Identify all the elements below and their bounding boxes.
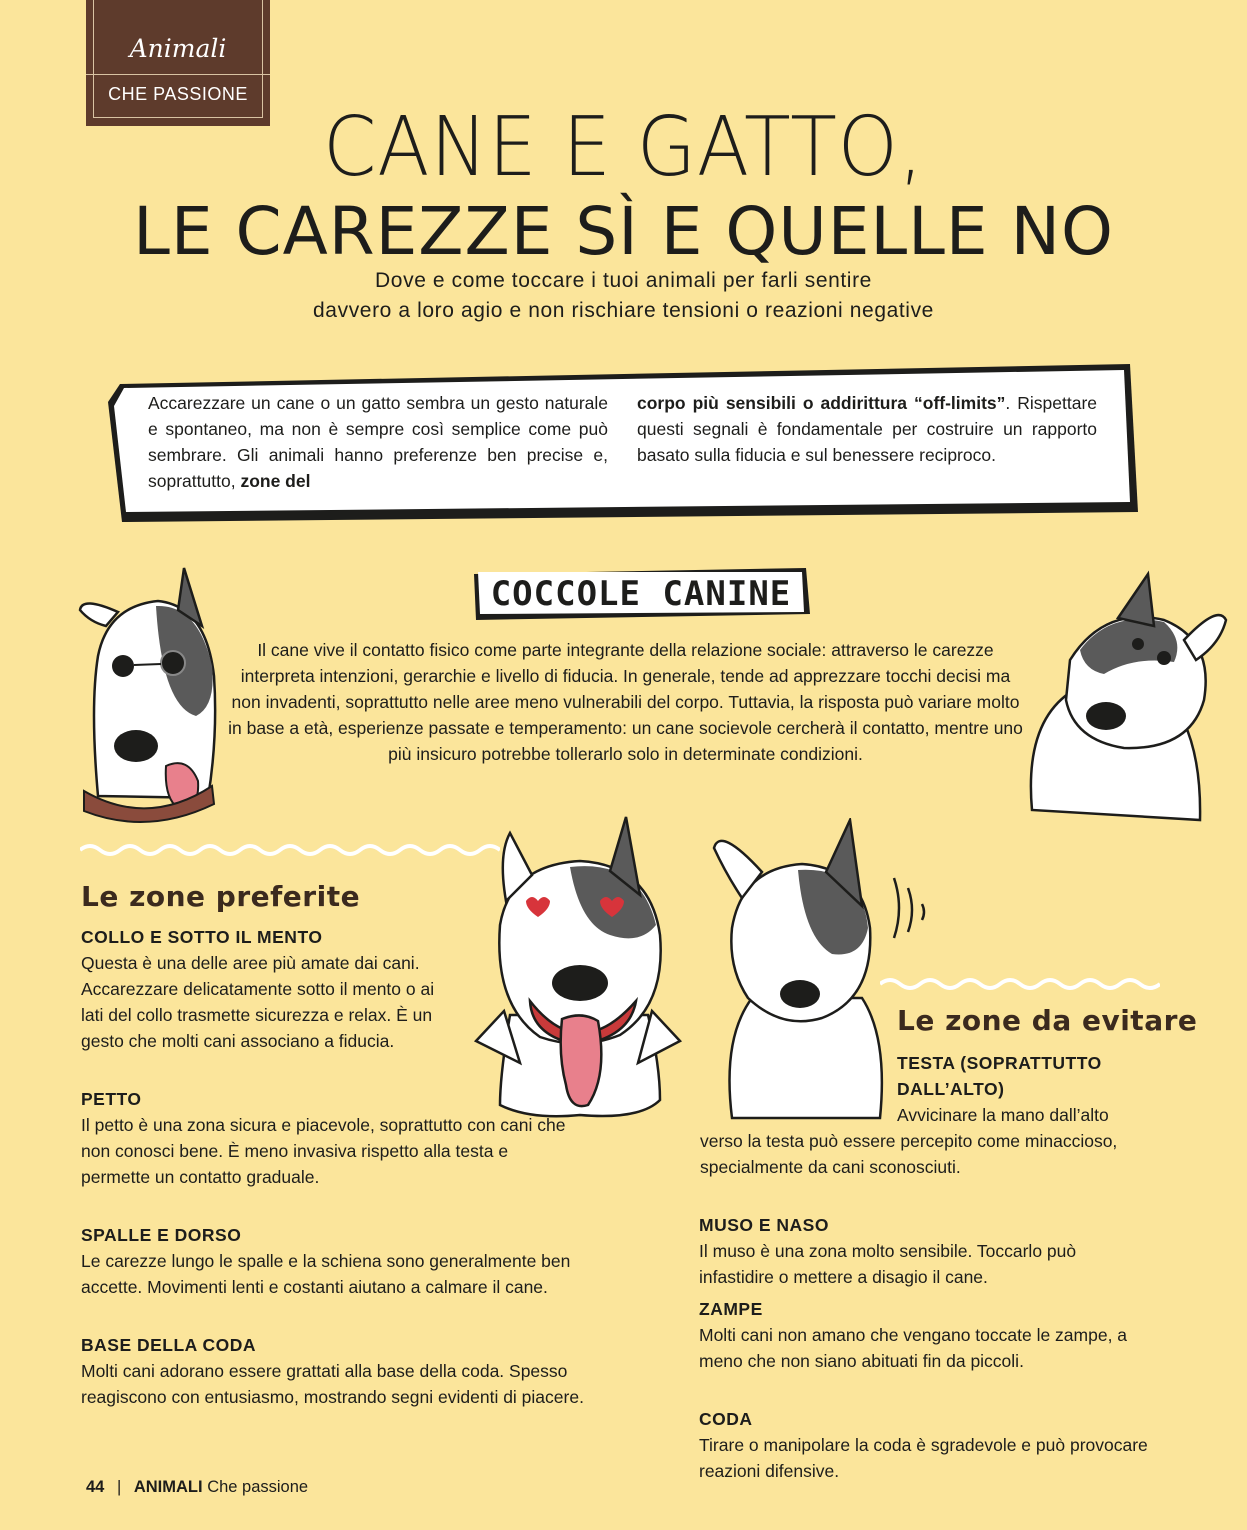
evitare-item-1 bbox=[700, 1102, 1155, 1180]
evitare-item-text: Molti cani non amano che vengano toccate le zampe, a meno che non siano abituati fin da piccoli. bbox=[699, 1325, 1128, 1371]
intro-text-left bbox=[148, 390, 608, 494]
intro-right-text: . Rispettare questi segnali è fondamentale per costruire un rapporto basato sulla fiducia e sul benessere reciproco. bbox=[637, 393, 1098, 465]
preferite-item-head: PETTO bbox=[81, 1089, 142, 1109]
intro-text-right bbox=[637, 390, 1097, 468]
preferite-title: Le zone preferite bbox=[81, 880, 361, 913]
intro-bold-1: zone del bbox=[240, 471, 311, 491]
page-number: 44 bbox=[86, 1478, 105, 1496]
dog-happy-hearts-illustration bbox=[470, 815, 688, 1120]
dog-glasses-illustration bbox=[78, 566, 228, 828]
evitare-item-text: Tirare o manipolare la coda è sgradevole e può provocare reazioni difensive. bbox=[699, 1435, 1148, 1481]
evitare-item-1-head-wrap bbox=[897, 1050, 1157, 1102]
badge-divider bbox=[86, 74, 270, 75]
preferite-item-text: Questa è una delle aree più amate dai cani. Accarezzare delicatamente sotto il mento o ai lati del collo trasmette sicurezza e relax. È un gesto che molti cani associano a fiducia. bbox=[81, 953, 435, 1051]
preferite-item-text: Il petto è una zona sicura e piacevole, soprattutto con cani che non conosci bene. È meno invasiva rispetto alla testa e permette un contatto graduale. bbox=[81, 1115, 566, 1187]
preferite-item-text: Molti cani adorano essere grattati alla base della coda. Spesso reagiscono con entusiasmo, mostrando segni evidenti di piacere. bbox=[81, 1361, 584, 1407]
footer-brand: ANIMALI bbox=[133, 1478, 203, 1496]
evitare-item-head: TESTA (SOPRATTUTTO DALL’ALTO) bbox=[897, 1053, 1102, 1099]
intro-left-text: Accarezzare un cane o un gatto sembra un gesto naturale e spontaneo, ma non è sempre così semplice come può sembrare. Gli animali hanno preferenze ben precise e, soprattutto, bbox=[148, 393, 608, 491]
preferite-item-1 bbox=[81, 924, 441, 1054]
badge-script-label: Animali bbox=[129, 34, 227, 63]
preferite-item-text: Le carezze lungo le spalle e la schiena sono generalmente ben accette. Movimenti lenti e costanti aiutano a calmare il cane. bbox=[81, 1251, 571, 1297]
evitare-item-4 bbox=[699, 1406, 1149, 1484]
evitare-item-head: CODA bbox=[699, 1409, 753, 1429]
evitare-item-text: Il muso è una zona molto sensibile. Toccarlo può infastidire o mettere a disagio il cane. bbox=[699, 1241, 1077, 1287]
page-subtitle bbox=[0, 266, 1247, 326]
evitare-item-head: ZAMPE bbox=[699, 1299, 763, 1319]
evitare-item-head: MUSO E NASO bbox=[699, 1215, 829, 1235]
section-title-box bbox=[472, 568, 810, 620]
subtitle-line1: Dove e come toccare i tuoi animali per farli sentire bbox=[375, 269, 872, 292]
preferite-item-head: BASE DELLA CODA bbox=[81, 1335, 257, 1355]
section-title-coccole: COCCOLE CANINE bbox=[490, 574, 792, 614]
page-title-line2: LE CAREZZE SÌ E QUELLE NO bbox=[133, 193, 1114, 270]
footer-separator: | bbox=[116, 1478, 122, 1496]
preferite-item-4 bbox=[81, 1332, 601, 1410]
evitare-title: Le zone da evitare bbox=[897, 1004, 1198, 1037]
page-footer bbox=[86, 1478, 308, 1497]
preferite-item-head: SPALLE E DORSO bbox=[81, 1225, 242, 1245]
subtitle-line2: davvero a loro agio e non rischiare tensioni o reazioni negative bbox=[313, 299, 934, 322]
preferite-item-3 bbox=[81, 1222, 611, 1300]
preferite-item-2 bbox=[81, 1086, 601, 1190]
dog-tilted-head-illustration bbox=[1014, 570, 1234, 830]
evitare-item-3 bbox=[699, 1296, 1149, 1374]
intro-bold-2: corpo più sensibili o addirittura “off-limits” bbox=[637, 393, 1006, 413]
section-preferite bbox=[81, 880, 461, 913]
page-title-line1: CANE E GATTO, bbox=[323, 100, 924, 195]
evitare-item-2 bbox=[699, 1212, 1149, 1290]
wave-divider-left bbox=[80, 840, 500, 860]
footer-brand-sub: Che passione bbox=[207, 1478, 309, 1496]
section-evitare bbox=[897, 1004, 1217, 1037]
coccole-paragraph: Il cane vive il contatto fisico come parte integrante della relazione sociale: attraverso le carezze interpreta intenzioni, gerarchie e livello di fiducia. In generale, tende ad apprezzare tocchi decisi ma non invadenti, soprattutto nelle aree meno vulnerabili del corpo. Tuttavia, la risposta può variare molto in base a età, esperienze passate e temperamento: un cane socievole cercherà il contatto, mentre uno più insicuro potrebbe tollerarlo solo in determinate condizioni. bbox=[228, 640, 1023, 764]
badge-label: CHE PASSIONE bbox=[108, 84, 248, 104]
preferite-item-head: COLLO E SOTTO IL MENTO bbox=[81, 927, 323, 947]
evitare-item-text: Avvicinare la mano dall’alto verso la testa può essere percepito come minaccioso, specialmente da cani sconosciuti. bbox=[700, 1105, 1118, 1177]
